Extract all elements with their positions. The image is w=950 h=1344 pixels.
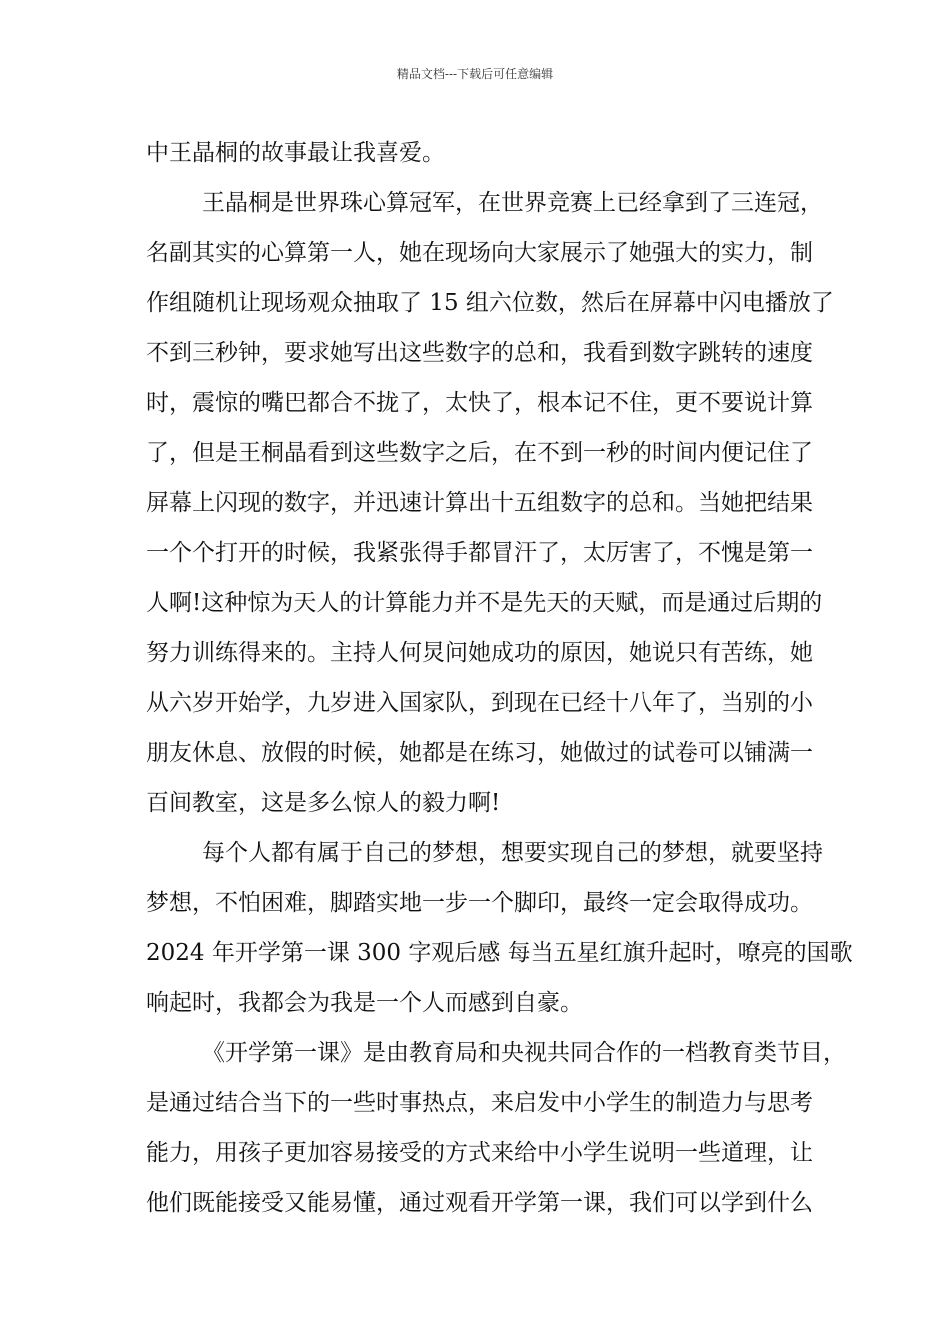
body-text xyxy=(146,128,853,1228)
text-line: 名副其实的心算第一人，她在现场向大家展示了她强大的实力，制 xyxy=(146,240,813,266)
text-line: 每个人都有属于自己的梦想，想要实现自己的梦想，就要坚持 xyxy=(202,840,823,866)
text-line: 梦想，不怕困难，脚踏实地一步一个脚印，最终一定会取得成功。 xyxy=(146,890,813,916)
text-line: 了，但是王桐晶看到这些数字之后，在不到一秒的时间内便记住了 xyxy=(146,440,813,466)
text-line: 作组随机让现场观众抽取了 15 组六位数，然后在屏幕中闪电播放了 xyxy=(146,290,834,316)
page-header: 精品文档---下载后可任意编辑 xyxy=(396,67,554,81)
text-line: 响起时，我都会为我是一个人而感到自豪。 xyxy=(146,990,583,1016)
text-line: 朋友休息、放假的时候，她都是在练习，她做过的试卷可以铺满一 xyxy=(146,740,813,766)
text-line: 能力，用孩子更加容易接受的方式来给中小学生说明一些道理，让 xyxy=(146,1140,813,1166)
text-line: 是通过结合当下的一些时事热点，来启发中小学生的制造力与思考 xyxy=(146,1090,813,1116)
text-line: 百间教室，这是多么惊人的毅力啊! xyxy=(146,790,501,816)
text-line: 人啊!这种惊为天人的计算能力并不是先天的天赋，而是通过后期的 xyxy=(146,590,823,616)
text-line: 从六岁开始学，九岁进入国家队，到现在已经十八年了，当别的小 xyxy=(146,690,813,716)
text-line: 时，震惊的嘴巴都合不拢了，太快了，根本记不住，更不要说计算 xyxy=(146,390,813,416)
text-line: 努力训练得来的。主持人何炅问她成功的原因，她说只有苦练，她 xyxy=(146,640,813,666)
text-line: 2024 年开学第一课 300 字观后感 每当五星红旗升起时，嘹亮的国歌 xyxy=(146,940,853,966)
text-line: 他们既能接受又能易懂，通过观看开学第一课，我们可以学到什么 xyxy=(146,1190,813,1216)
text-line: 中王晶桐的故事最让我喜爱。 xyxy=(146,140,445,166)
text-line: 不到三秒钟，要求她写出这些数字的总和，我看到数字跳转的速度 xyxy=(146,340,813,366)
text-line: 王晶桐是世界珠心算冠军，在世界竞赛上已经拿到了三连冠， xyxy=(202,190,823,216)
text-line: 屏幕上闪现的数字，并迅速计算出十五组数字的总和。当她把结果 xyxy=(146,490,813,516)
text-line: 《开学第一课》是由教育局和央视共同合作的一档教育类节目， xyxy=(202,1040,846,1066)
text-line: 一个个打开的时候，我紧张得手都冒汗了，太厉害了，不愧是第一 xyxy=(146,540,813,566)
